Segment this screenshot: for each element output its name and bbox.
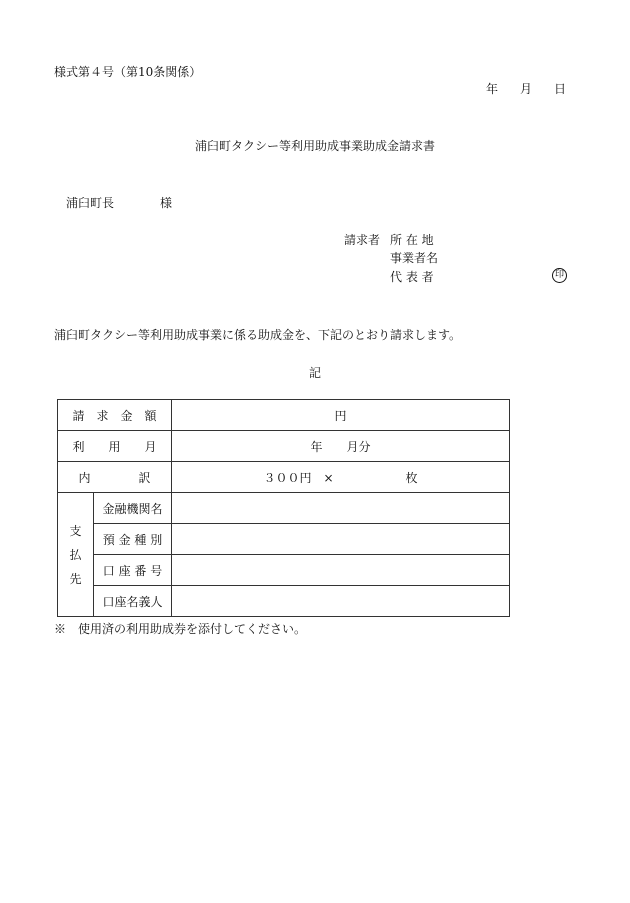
date-month: 月 [519,82,532,96]
intro-text: 浦臼町タクシー等利用助成事業に係る助成金を、下記のとおり請求します。 [54,328,462,342]
payee-char-3: 先 [69,571,82,586]
seal-mark: 印 [552,268,567,283]
claim-table [57,399,510,617]
bank-name-label: 金融機関名 [94,493,172,524]
date-year: 年 [485,82,498,96]
addressee-name: 浦臼町長 [66,196,115,210]
date-line [486,83,566,95]
payee-char-2: 払 [69,547,82,562]
address-label: 所 在 地 [390,233,434,247]
addressee [66,197,172,209]
bank-name-value [172,493,510,524]
table-row-account-holder [58,586,510,617]
payee-char-1: 支 [69,523,82,538]
table-row-bank [58,493,510,524]
account-number-value [172,555,510,586]
representative-label: 代 表 者 [390,270,434,284]
breakdown-value: ３００円 × 枚 [172,462,510,493]
amount-label: 請 求 金 額 [58,400,172,431]
account-holder-label: 口座名義人 [94,586,172,617]
account-type-value [172,524,510,555]
addressee-honorific: 様 [160,196,173,210]
breakdown-label: 内 訳 [58,462,172,493]
document-title: 浦臼町タクシー等利用助成事業助成金請求書 [194,139,435,153]
period-label: 利 用 月 [58,431,172,462]
payee-label [58,493,94,617]
account-number-label: 口 座 番 号 [94,555,172,586]
ki-heading: 記 [308,366,321,380]
table-row-account-type [58,524,510,555]
table-row-breakdown [58,462,510,493]
account-holder-value [172,586,510,617]
business-name-label: 事業者名 [390,251,439,265]
attachment-note: ※ 使用済の利用助成券を添付してください。 [54,622,307,636]
account-type-label: 預 金 種 別 [94,524,172,555]
form-number: 様式第４号（第10条関係） [54,65,202,79]
table-row-amount [58,400,510,431]
date-day: 日 [553,82,566,96]
period-value: 年 月分 [172,431,510,462]
table-row-period [58,431,510,462]
applicant-label: 請求者 [344,233,381,247]
amount-value: 円 [172,400,510,431]
table-row-account-number [58,555,510,586]
